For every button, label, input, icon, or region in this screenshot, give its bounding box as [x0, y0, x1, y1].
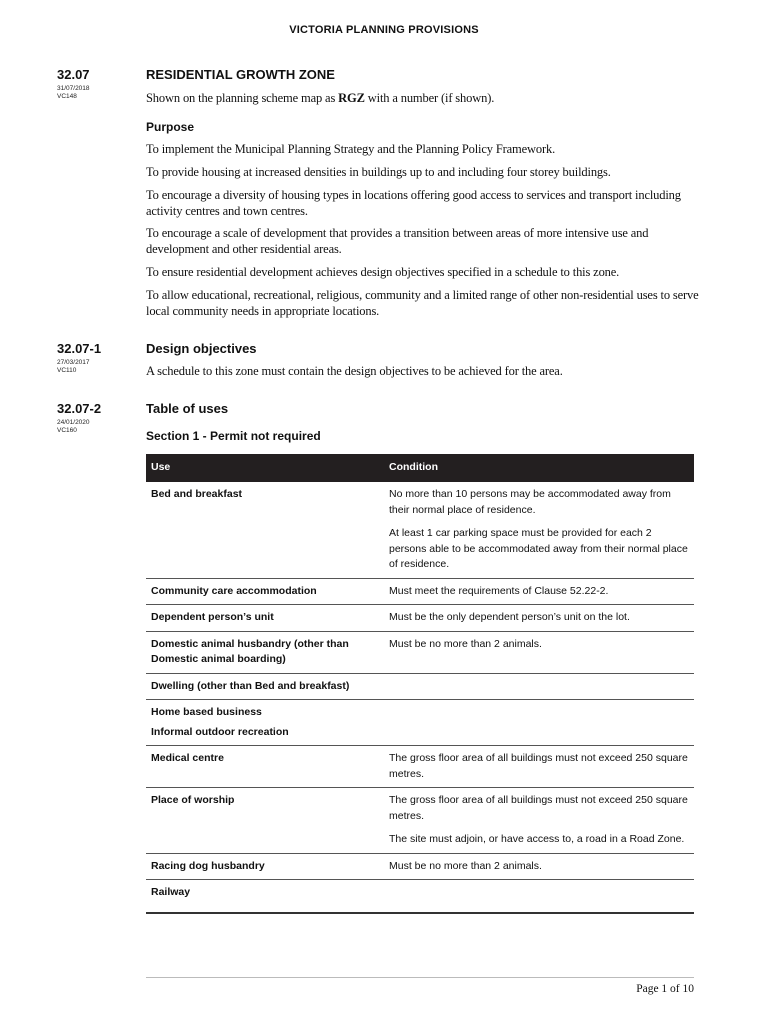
use-cell: Railway: [146, 880, 384, 914]
clause-title: Table of uses: [146, 401, 229, 416]
clause-meta: [57, 419, 142, 434]
intro-text-end: with a number (if shown).: [364, 91, 495, 105]
condition-cell: [384, 880, 694, 914]
condition-cell: [384, 631, 694, 673]
purpose-item: To encourage a diversity of housing types in locations offering good access to services and transport including activity centres and town centres.: [146, 188, 681, 218]
clause-amendment: VC148: [57, 92, 77, 100]
use-cell: Home based business: [151, 706, 262, 718]
table-row: [146, 880, 694, 914]
use-cell: Bed and breakfast: [146, 482, 384, 578]
condition-cell: [384, 482, 694, 578]
use-cell: Medical centre: [146, 746, 384, 788]
purpose-item: To encourage a scale of development that provides a transition between areas of more intensive use and development and other residential areas.: [146, 226, 649, 256]
condition-cell: [384, 605, 694, 632]
purpose-heading: Purpose: [146, 120, 195, 134]
use-cell: Place of worship: [146, 788, 384, 854]
clause-number: 32.07-2: [57, 401, 102, 416]
clause-number: 32.07: [57, 67, 90, 82]
purpose-item: To implement the Municipal Planning Strategy and the Planning Policy Framework.: [146, 142, 556, 156]
table-row: [146, 853, 694, 880]
table-row: [146, 746, 694, 788]
table-row: [146, 631, 694, 673]
table-row: [146, 700, 694, 723]
table-row: [146, 482, 694, 578]
clause-meta: [57, 359, 142, 374]
condition-cell: [384, 673, 694, 700]
condition-cell: [384, 853, 694, 880]
section-heading: Section 1 - Permit not required: [146, 429, 321, 443]
clause-date: 27/03/2017: [57, 359, 90, 366]
use-cell: Dependent person’s unit: [146, 605, 384, 632]
use-cell: Community care accommodation: [146, 578, 384, 605]
table-header-row: [146, 454, 694, 482]
footer-divider: [146, 977, 694, 978]
table-row: [146, 673, 694, 700]
condition-cell: [384, 788, 694, 854]
condition-text: Must be the only dependent person’s unit on the lot.: [389, 611, 630, 623]
condition-cell: [384, 578, 694, 605]
page-number: Page 1 of 10: [636, 983, 694, 995]
table-row: [146, 788, 694, 854]
purpose-item: To provide housing at increased densities in buildings up to and including four storey buildings.: [146, 165, 611, 179]
condition-text: The gross floor area of all buildings must not exceed 250 square metres.: [389, 794, 688, 822]
condition-cell: [384, 700, 694, 723]
zone-intro: [146, 90, 701, 106]
column-header-use: Use: [146, 454, 384, 482]
purpose-item: To ensure residential development achieves design objectives specified in a schedule to this zone.: [146, 265, 620, 279]
design-objectives-text: A schedule to this zone must contain the design objectives to be achieved for the area.: [146, 364, 563, 378]
clause-title: Design objectives: [146, 341, 257, 356]
clause-meta: [57, 85, 142, 100]
use-cell: Informal outdoor recreation: [146, 723, 384, 746]
condition-text: The gross floor area of all buildings must not exceed 250 square metres.: [389, 752, 688, 780]
condition-text: The site must adjoin, or have access to, a road in a Road Zone.: [389, 833, 685, 845]
clause-amendment: VC110: [57, 366, 77, 374]
use-cell: Domestic animal husbandry (other than Domestic animal boarding): [146, 631, 384, 673]
table-row: [146, 723, 694, 746]
clause-amendment: VC160: [57, 426, 77, 434]
use-cell: Racing dog husbandry: [146, 853, 384, 880]
condition-text: No more than 10 persons may be accommodated away from their normal place of residence.: [389, 488, 671, 516]
intro-text: Shown on the planning scheme map as: [146, 91, 339, 105]
clause-date: 24/01/2020: [57, 419, 90, 426]
clause-number: 32.07-1: [57, 341, 102, 356]
document-header: VICTORIA PLANNING PROVISIONS: [289, 24, 479, 36]
table-row: [146, 605, 694, 632]
clause-date: 31/07/2018: [57, 85, 90, 92]
use-cell: Dwelling (other than Bed and breakfast): [146, 673, 384, 700]
table-row: [146, 578, 694, 605]
table-of-uses: [146, 454, 694, 914]
clause-title: RESIDENTIAL GROWTH ZONE: [146, 67, 335, 82]
purpose-item: To allow educational, recreational, religious, community and a limited range of other non-residential uses to serve local community needs in appropriate locations.: [146, 288, 699, 318]
column-header-condition: Condition: [384, 454, 694, 482]
zone-code: RGZ: [338, 91, 365, 105]
condition-cell: [384, 723, 694, 746]
condition-text: At least 1 car parking space must be provided for each 2 persons able to be accommodated away from their normal place of residence.: [389, 527, 688, 570]
condition-text: Must be no more than 2 animals.: [389, 859, 542, 872]
condition-cell: [384, 746, 694, 788]
condition-text: Must meet the requirements of Clause 52.22-2.: [389, 584, 609, 597]
condition-text: Must be no more than 2 animals.: [389, 637, 542, 650]
